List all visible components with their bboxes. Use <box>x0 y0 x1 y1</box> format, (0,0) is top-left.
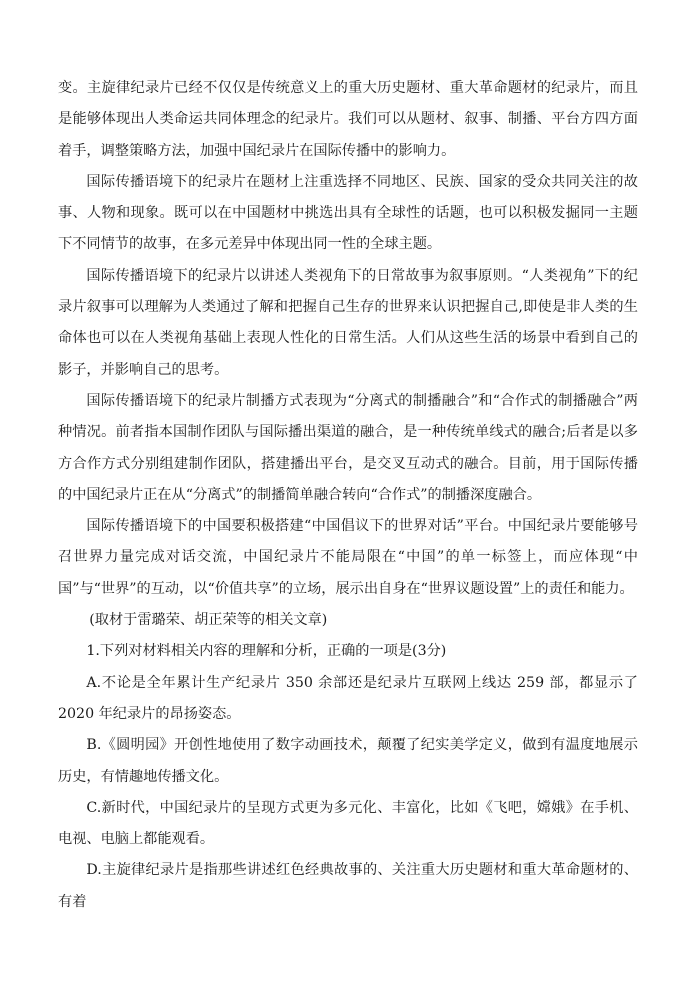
document-page <box>58 73 638 918</box>
question-stem: 1.下列对材料相关内容的理解和分析，正确的一项是(3分) <box>86 643 447 660</box>
option-d: D.主旋律纪录片是指那些讲述红色经典故事的、关注重大历史题材和重大革命题材的、有着 <box>58 862 638 910</box>
paragraph-continuation: 变。主旋律纪录片已经不仅仅是传统意义上的重大历史题材、重大革命题材的纪录片，而且是能够体现出人类命运共同体理念的纪录片。我们可以从题材、叙事、制播、平台方四方面着手，调整策略方法，加强中国纪录片在国际传播中的影响力。 <box>58 80 638 159</box>
paragraph-narrative: 国际传播语境下的纪录片以讲述人类视角下的日常故事为叙事原则。“人类视角”下的纪录片叙事可以理解为人类通过了解和把握自己生存的世界来认识把握自己,即使是非人类的生命体也可以在人类视角基础上表现人性化的日常生活。人们从这些生活的场景中看到自己的影子，并影响自己的思考。 <box>58 267 638 378</box>
paragraph-production-broadcast: 国际传播语境下的纪录片制播方式表现为“分离式的制播融合”和“合作式的制播融合”两种情况。前者指本国制作团队与国际播出渠道的融合，是一种传统单线式的融合;后者是以多方合作方式分别组建制作团队，搭建播出平台，是交叉互动式的融合。目前，用于国际传播的中国纪录片正在从“分离式”的制播简单融合转向“合作式”的制播深度融合。 <box>58 392 638 503</box>
paragraph-subject-matter: 国际传播语境下的纪录片在题材上注重选择不同地区、民族、国家的受众共同关注的故事、人物和现象。既可以在中国题材中挑选出具有全球性的话题，也可以积极发掘同一主题下不同情节的故事，在多元差异中体现出同一性的全球主题。 <box>58 173 638 253</box>
option-c: C.新时代，中国纪录片的呈现方式更为多元化、丰富化，比如《飞吧，嫦娥》在手机、电视、电脑上都能观看。 <box>58 799 638 848</box>
option-b: B.《圆明园》开创性地使用了数字动画技术，颠覆了纪实美学定义，做到有温度地展示历史，有情趣地传播文化。 <box>58 737 638 785</box>
paragraph-platform: 国际传播语境下的中国要积极搭建“中国倡议下的世界对话”平台。中国纪录片要能够号召世界力量完成对话交流，中国纪录片不能局限在“中国”的单一标签上，而应体现“中国”与“世界”的互动，以“价值共享”的立场，展示出自身在“世界议题设置”上的责任和能力。 <box>58 518 638 597</box>
source-note: (取材于雷璐荣、胡正荣等的相关文章) <box>89 612 328 629</box>
option-a: A.不论是全年累计生产纪录片 350 余部还是纪录片互联网上线达 259 部，都显示了 2020 年纪录片的昂扬姿态。 <box>58 674 638 722</box>
